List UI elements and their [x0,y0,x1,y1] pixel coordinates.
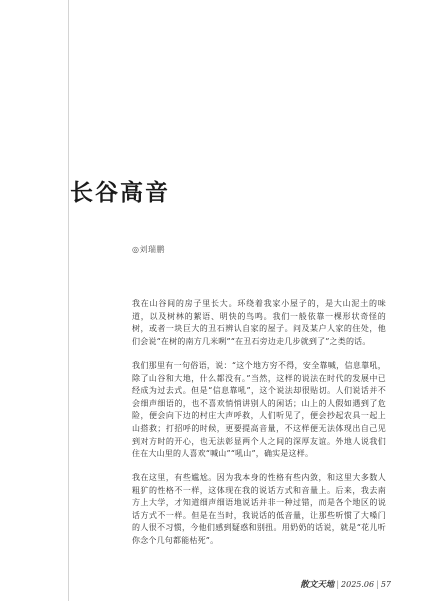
page-footer [300,578,391,590]
author-byline: ◎刘瑞鹏 [132,245,165,254]
margin-rule [68,0,69,601]
article-title: 长谷高音 [70,179,170,206]
footer-separator: | [376,580,379,589]
paragraph-1: 我在山谷间的房子里长大。环绕着我家小屋子的，是大山泥土的味道，以及树林的絮语、明快的鸟鸣。我们一般依靠一棵形状奇怪的树，或者一块巨大的丑石辨认自家的屋子。问及某户人家的住处，他们会说“在树的南方几米咧”“在丑石旁边走几步就到了”之类的话。 [132,299,386,346]
paragraph-3: 我在这里，有些尴尬。因为我本身的性格有些内敛，和这里大多数人粗犷的性格不一样，这体现在我的说话方式和音量上。后来，我去南方上大学，才知道细声细语地说话并非一种过错，而是各个地区的说话方式不一样。但是在当时，我说话的低音量，让那些听惯了大嗓门的人很不习惯，今他们感到疑惑和别扭。用奶奶的话说，就是“花儿听你念个几句都能枯死”。 [132,473,386,545]
page-number: 57 [380,580,391,589]
magazine-name: 散文天地 [300,580,335,590]
footer-separator: | [336,580,340,589]
paragraph-2: 我们那里有一句俗语，说：“这个地方穷不得，安全靠喊，信息靠吼，除了山谷和大地，什么都没有。”当然，这样的说法在时代的发展中已经成为过去式。但是“信息靠吼”，这个说法却很贴切。人们说话并不会细声细语的，也不喜欢悄悄讲别人的闲话；山上的人假如遇到了危险，便会向下边的村庄大声呼救，人们听见了，便会抄起农具一起上山搭救；打招呼的时候，更要提高音量，不这样便无法体现出自己见到对方时的开心，也无法彰显两个人之间的深厚友谊。外地人说我们住在大山里的人喜欢“喊山”“吼山”，确实是这样。 [132,361,386,459]
issue-date: 2025.06 [341,580,375,589]
